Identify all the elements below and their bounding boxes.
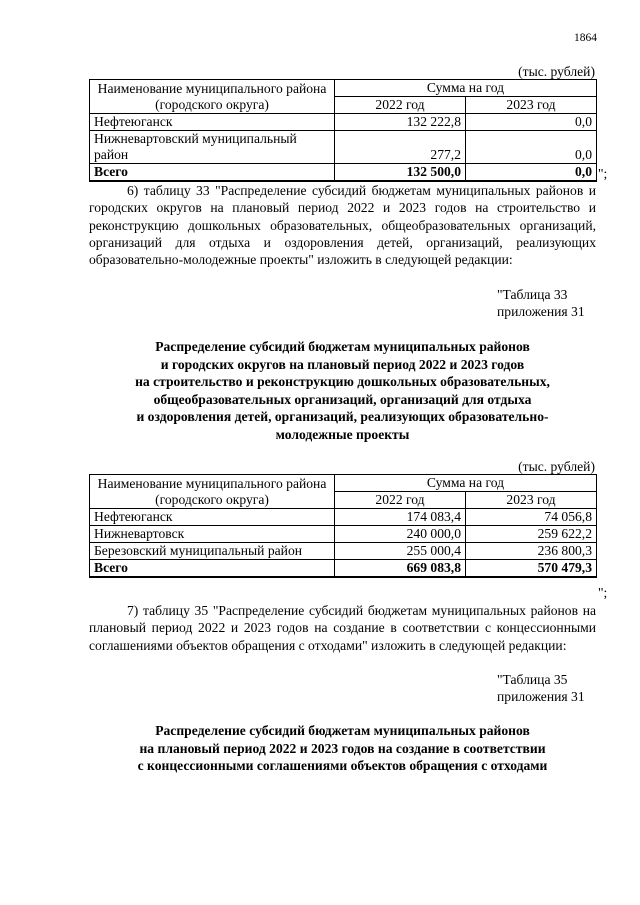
table1-header-group: Сумма на год [335,80,597,97]
table2-row2-2023: 259 622,2 [466,526,597,543]
table1-row2-name: Нижневартовский муниципальный район [90,131,335,164]
table1-total-2023: 0,0 [466,164,597,182]
table-row-total [90,560,597,578]
heading-line: на плановый период 2022 и 2023 годов на создание в соответствии [139,740,546,756]
table2-header-2023: 2023 год [466,492,597,509]
heading-line: молодежные проекты [275,426,410,442]
table2-row3-2022: 255 000,4 [335,543,466,560]
table1-header-name: Наименование муниципального района (городского округа) [90,80,335,114]
table-row [90,114,597,131]
table-row [90,509,597,526]
table-row [90,131,597,164]
table2-closing-quote: "; [598,585,608,600]
table2-total-name: Всего [90,560,335,578]
table-row [90,526,597,543]
table1-header-2022: 2022 год [335,97,466,114]
table2-header-name: Наименование муниципального района (городского округа) [90,475,335,509]
table2-row1-2022: 174 083,4 [335,509,466,526]
table35-heading [89,722,596,775]
table35-reference [497,671,585,706]
table1-units: (тыс. рублей) [518,64,595,79]
table2-header-group: Сумма на год [335,475,597,492]
table1-header-2023: 2023 год [466,97,597,114]
table2-row1-2023: 74 056,8 [466,509,597,526]
table2-row3-name: Березовский муниципальный район [90,543,335,560]
table2 [89,474,597,578]
paragraph-7: 7) таблицу 35 "Распределение субсидий бюджетам муниципальных районов на плановый период 2022 и 2023 годов на создание в соответствии с концессионными соглашениями объектов обращения с отходами" изложить в следующей редакции: [89,603,596,653]
heading-line: на строительство и реконструкцию дошкольных образовательных, [135,374,550,390]
table2-total-2023: 570 479,3 [466,560,597,578]
table33-heading [89,338,596,444]
table1 [89,79,597,182]
table1-row1-name: Нефтеюганск [90,114,335,131]
heading-line: Распределение субсидий бюджетам муниципальных районов [155,723,530,738]
table1-total-2022: 132 500,0 [335,164,466,182]
table-row [90,543,597,560]
table2-row2-2022: 240 000,0 [335,526,466,543]
table2-units: (тыс. рублей) [518,459,595,474]
table1-row2-2022: 277,2 [335,131,466,164]
table-row-total [90,164,597,182]
table2-total-2022: 669 083,8 [335,560,466,578]
table2-row1-name: Нефтеюганск [90,509,335,526]
heading-line: Распределение субсидий бюджетам муниципальных районов [155,339,530,354]
heading-line: общеобразовательных организаций, организаций для отдыха [153,391,532,407]
table1-closing-quote: "; [598,166,608,181]
heading-line: и оздоровления детей, организаций, реализующих образовательно- [136,409,549,425]
table33-reference-line1: "Таблица 33 [497,287,568,302]
table1-total-name: Всего [90,164,335,182]
table33-reference [497,286,585,321]
table35-reference-line1: "Таблица 35 [497,672,568,687]
table33-reference-line2: приложения 31 [497,304,585,320]
heading-line: и городских округов на плановый период 2022 и 2023 годов [160,356,525,372]
page-number: 1864 [574,32,597,44]
table1-row1-2022: 132 222,8 [335,114,466,131]
table2-row3-2023: 236 800,3 [466,543,597,560]
paragraph-6: 6) таблицу 33 "Распределение субсидий бюджетам муниципальных районов и городских округов на плановый период 2022 и 2023 годов на строительство и реконструкцию дошкольных образовательных, общеобразовательных организаций, организаций для отдыха и оздоровления детей, организаций, реализующих образовательно-молодежные проекты" изложить в следующей редакции: [89,183,596,268]
table35-reference-line2: приложения 31 [497,689,585,705]
table1-row2-2023: 0,0 [466,131,597,164]
table1-row1-2023: 0,0 [466,114,597,131]
table2-row2-name: Нижневартовск [90,526,335,543]
table2-header-2022: 2022 год [335,492,466,509]
heading-line: с концессионными соглашениями объектов обращения с отходами [137,758,548,774]
